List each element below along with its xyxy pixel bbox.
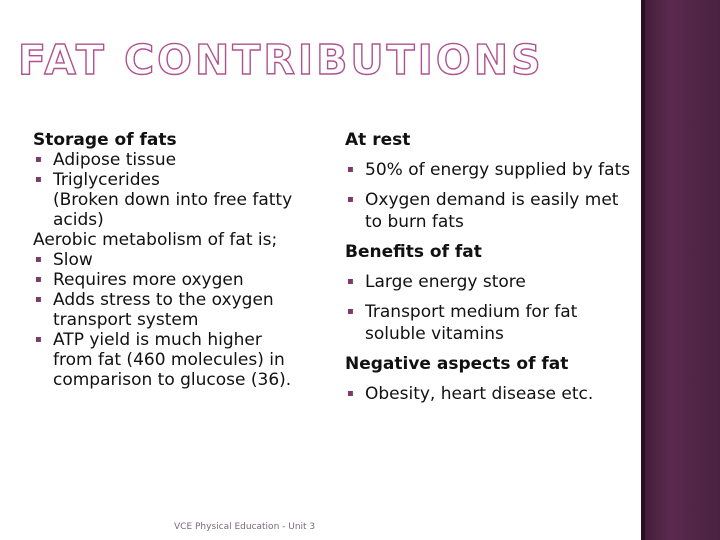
- bullet-icon: ▪: [35, 294, 42, 305]
- list-item: ▪ Large energy store: [347, 272, 526, 292]
- list-item: ▪ Slow: [35, 250, 93, 270]
- bullet-icon: ▪: [35, 334, 42, 345]
- list-item-continuation: from fat (460 molecules) in: [53, 350, 285, 370]
- bullet-icon: ▪: [347, 276, 354, 287]
- list-item: ▪ Adds stress to the oxygen: [35, 290, 274, 310]
- list-item: ▪ 50% of energy supplied by fats: [347, 160, 631, 180]
- list-item: ▪ ATP yield is much higher: [35, 330, 262, 350]
- bullet-icon: ▪: [347, 388, 354, 399]
- at-rest-heading: At rest: [345, 130, 411, 150]
- list-item: ▪ Transport medium for fat: [347, 302, 578, 322]
- slide-footer: VCE Physical Education - Unit 3: [174, 522, 316, 532]
- list-item: ▪ Adipose tissue: [35, 150, 177, 170]
- list-item: ▪ Obesity, heart disease etc.: [347, 384, 594, 404]
- bullet-icon: ▪: [35, 174, 42, 185]
- list-item: ▪ Triglycerides: [35, 170, 160, 190]
- bullet-icon: ▪: [35, 254, 42, 265]
- bullet-icon: ▪: [35, 154, 42, 165]
- negative-heading: Negative aspects of fat: [345, 354, 569, 374]
- bullet-icon: ▪: [347, 194, 354, 205]
- list-item: ▪ Oxygen demand is easily met: [347, 190, 619, 210]
- decorative-sidebar: [641, 0, 720, 540]
- list-item: ▪ Requires more oxygen: [35, 270, 244, 290]
- list-item-continuation: comparison to glucose (36).: [53, 370, 292, 390]
- storage-heading: Storage of fats: [33, 130, 177, 150]
- left-column: [33, 130, 333, 390]
- list-item-continuation: transport system: [53, 310, 199, 330]
- right-column: [345, 129, 640, 405]
- list-item-continuation: acids): [53, 210, 104, 230]
- slide-title: FAT CONTRIBUTIONS: [18, 36, 544, 84]
- list-item-continuation: to burn fats: [365, 212, 464, 232]
- aerobic-subheading: Aerobic metabolism of fat is;: [33, 230, 278, 250]
- bullet-icon: ▪: [347, 306, 354, 317]
- list-item-continuation: soluble vitamins: [365, 324, 504, 344]
- list-item-continuation: (Broken down into free fatty: [53, 190, 293, 210]
- benefits-heading: Benefits of fat: [345, 242, 482, 262]
- bullet-icon: ▪: [347, 164, 354, 175]
- bullet-icon: ▪: [35, 274, 42, 285]
